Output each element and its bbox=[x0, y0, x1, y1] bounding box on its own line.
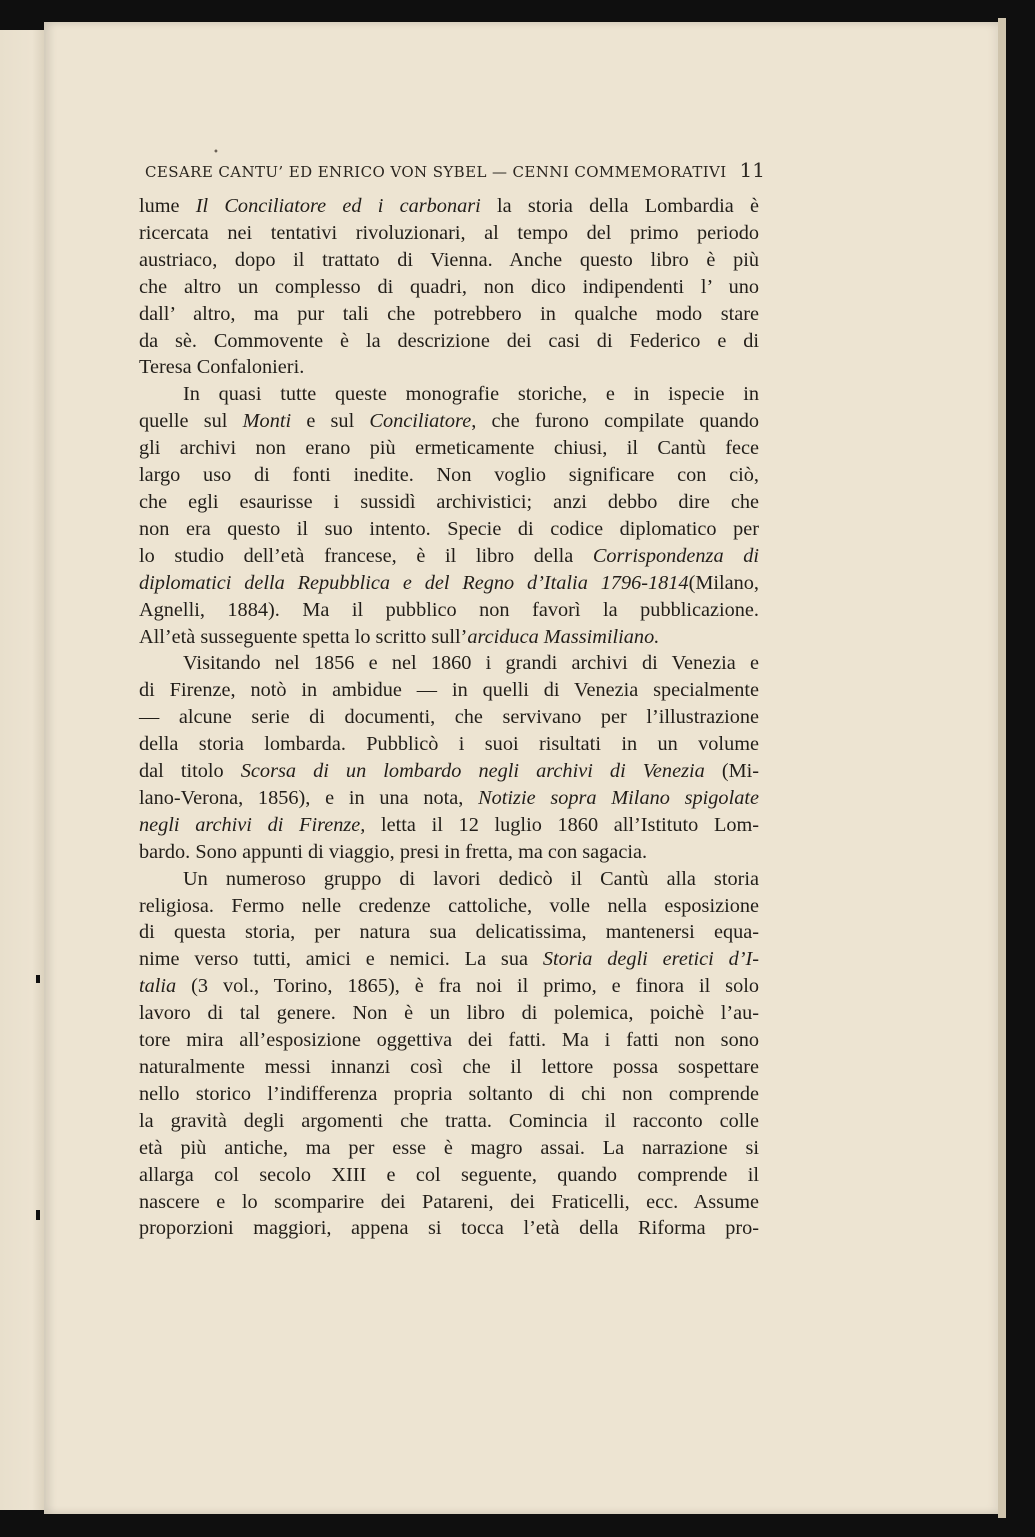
text-run: quelle sul bbox=[139, 410, 243, 433]
text-line bbox=[139, 301, 759, 328]
text-line bbox=[139, 677, 759, 704]
text-line bbox=[139, 193, 759, 220]
text-run: Visitando nel 1856 e nel 1860 i grandi archivi di Venezia e bbox=[183, 652, 759, 675]
italic-title: Conciliatore bbox=[369, 410, 472, 433]
text-line bbox=[139, 1081, 759, 1108]
text-run: e sul bbox=[291, 410, 370, 433]
text-line bbox=[139, 758, 759, 785]
text-run: lavoro di tal genere. Non è un libro di polemica, poichè l’au- bbox=[139, 1002, 759, 1025]
italic-title: Notizie sopra Milano spigolate bbox=[478, 786, 759, 809]
text-line bbox=[139, 1162, 759, 1189]
text-line bbox=[139, 543, 759, 570]
text-line bbox=[139, 812, 759, 839]
text-line bbox=[139, 381, 759, 408]
text-run: di Firenze, notò in ambidue — in quelli di Venezia specialmente bbox=[139, 679, 759, 702]
text-run: , che furono compilate quando bbox=[471, 410, 759, 433]
text-run: di questa storia, per natura sua delicatissima, mantenersi equa- bbox=[139, 921, 759, 944]
text-run: gli archivi non erano più ermeticamente chiusi, il Cantù fece bbox=[139, 437, 759, 460]
text-line bbox=[139, 704, 759, 731]
page-right-edge bbox=[998, 18, 1006, 1518]
text-run: nascere e lo scomparire dei Patareni, dei Fraticelli, ecc. Assume bbox=[139, 1190, 759, 1213]
text-line bbox=[139, 1054, 759, 1081]
text-line bbox=[139, 597, 759, 624]
text-run: la storia della Lombardia è bbox=[480, 195, 759, 217]
text-run: bardo. Sono appunti di viaggio, presi in fretta, ma con sagacia. bbox=[139, 840, 648, 863]
italic-title: negli archivi di Firenze, bbox=[139, 813, 366, 836]
text-run: In quasi tutte queste monografie storiche, e in ispecie in bbox=[183, 383, 759, 406]
text-line bbox=[139, 1189, 759, 1216]
italic-title: Il Conciliatore ed i carbonari bbox=[195, 195, 481, 217]
text-line bbox=[139, 274, 759, 301]
text-run: allarga col secolo XIII e col seguente, quando comprende il bbox=[139, 1163, 759, 1186]
text-line bbox=[139, 489, 759, 516]
text-line bbox=[139, 946, 759, 973]
text-run: tore mira all’esposizione oggettiva dei fatti. Ma i fatti non sono bbox=[139, 1029, 759, 1052]
italic-title: arciduca Massimiliano. bbox=[467, 625, 660, 648]
body-text bbox=[139, 193, 759, 1242]
running-header bbox=[145, 158, 765, 182]
text-line bbox=[139, 785, 759, 812]
margin-mark bbox=[36, 975, 40, 983]
text-line bbox=[139, 973, 759, 1000]
text-line bbox=[139, 408, 759, 435]
text-run: proporzioni maggiori, appena si tocca l’età della Riforma pro- bbox=[139, 1217, 759, 1240]
text-run: lano-Verona, 1856), e in una nota, bbox=[139, 786, 479, 809]
text-line bbox=[139, 570, 759, 597]
text-run: naturalmente messi innanzi così che il lettore possa sospettare bbox=[139, 1056, 759, 1078]
text-run: non era questo il suo intento. Specie di codice diplomatico per bbox=[139, 517, 759, 540]
text-run: lume bbox=[139, 195, 196, 217]
text-run: austriaco, dopo il trattato di Vienna. Anche questo libro è più bbox=[139, 248, 759, 271]
text-line bbox=[139, 919, 759, 946]
text-line bbox=[139, 328, 759, 355]
text-line bbox=[139, 624, 759, 651]
text-run: All’età susseguente spetta lo scritto sull’ bbox=[139, 625, 468, 648]
text-line bbox=[139, 731, 759, 758]
text-run: dall’ altro, ma pur tali che potrebbero in qualche modo stare bbox=[139, 302, 759, 325]
text-run: letta il 12 luglio 1860 all’Istituto Lom- bbox=[365, 813, 759, 836]
text-run: che altro un complesso di quadri, non dico indipendenti l’ uno bbox=[139, 275, 759, 298]
previous-page-edge bbox=[0, 30, 46, 1510]
text-line bbox=[139, 650, 759, 677]
text-line bbox=[139, 1215, 759, 1242]
text-run: religiosa. Fermo nelle credenze cattoliche, volle nella esposizione bbox=[139, 894, 759, 917]
italic-title: diplomatici della Repubblica e del Regno d’Italia 1796-1814 bbox=[139, 571, 689, 594]
text-run: Un numeroso gruppo di lavori dedicò il Cantù alla storia bbox=[183, 867, 759, 890]
text-run: la gravità degli argomenti che tratta. Comincia il racconto colle bbox=[139, 1109, 759, 1132]
text-run: ricercata nei tentativi rivoluzionari, al tempo del primo periodo bbox=[139, 221, 759, 244]
text-run: Agnelli, 1884). Ma il pubblico non favorì la pubblicazione. bbox=[139, 598, 759, 621]
text-run: — alcune serie di documenti, che servivano per l’illustrazione bbox=[139, 706, 759, 729]
italic-title: talia bbox=[139, 975, 177, 998]
text-line bbox=[139, 1027, 759, 1054]
text-line bbox=[139, 435, 759, 462]
running-title: CESARE CANTU’ ED ENRICO VON SYBEL — CENNI COMMEMORATIVI bbox=[145, 163, 727, 181]
text-run: da sè. Commovente è la descrizione dei casi di Federico e di bbox=[139, 329, 759, 352]
text-run: largo uso di fonti inedite. Non voglio significare con ciò, bbox=[139, 464, 759, 487]
text-line bbox=[139, 839, 759, 866]
italic-title: Scorsa di un lombardo negli archivi di Venezia bbox=[240, 760, 705, 783]
text-run: dal titolo bbox=[139, 760, 241, 783]
text-line bbox=[139, 354, 759, 381]
text-run: della storia lombarda. Pubblicò i suoi risultati in un volume bbox=[139, 733, 759, 756]
header-dot: • bbox=[213, 147, 219, 158]
text-run: nello storico l’indifferenza propria soltanto di chi non comprende bbox=[139, 1082, 759, 1105]
text-line bbox=[139, 220, 759, 247]
text-line bbox=[139, 462, 759, 489]
margin-mark bbox=[36, 1210, 40, 1220]
text-line bbox=[139, 1000, 759, 1027]
text-run: Teresa Confalonieri. bbox=[139, 356, 305, 379]
text-line bbox=[139, 866, 759, 893]
text-line bbox=[139, 516, 759, 543]
text-run: (3 vol., Torino, 1865), è fra noi il primo, e finora il solo bbox=[176, 975, 759, 998]
text-run: (Mi- bbox=[704, 760, 760, 783]
italic-title: Corrispondenza di bbox=[592, 544, 759, 567]
text-run: che egli esaurisse i sussidì archivistici; anzi debbo dire che bbox=[139, 490, 759, 513]
text-run: (Milano, bbox=[688, 571, 759, 594]
text-run: lo studio dell’età francese, è il libro della bbox=[139, 544, 593, 567]
text-line bbox=[139, 893, 759, 920]
italic-title: Storia degli eretici d’I- bbox=[542, 948, 759, 971]
page-number: 11 bbox=[739, 158, 765, 182]
text-run: età più antiche, ma per esse è magro assai. La narrazione si bbox=[139, 1136, 759, 1159]
text-run: nime verso tutti, amici e nemici. La sua bbox=[139, 948, 543, 971]
text-line bbox=[139, 1135, 759, 1162]
text-line bbox=[139, 1108, 759, 1135]
text-line bbox=[139, 247, 759, 274]
italic-title: Monti bbox=[242, 410, 292, 433]
